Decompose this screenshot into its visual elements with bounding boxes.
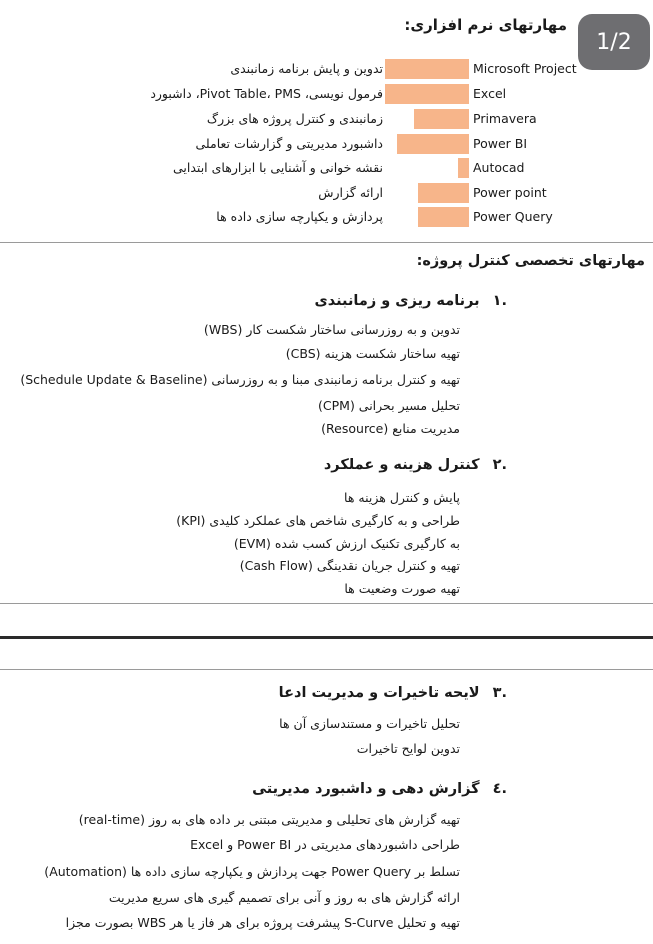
section-heading — [252, 781, 507, 797]
section-title: کنترل هزینه و عملکرد — [323, 457, 480, 473]
skill-row — [0, 207, 653, 229]
skill-level-bar — [385, 59, 469, 79]
section-title: لایحه تاخیرات و مدیریت ادعا — [278, 685, 480, 701]
skill-level-bar — [397, 134, 469, 154]
skill-description: ارائه گزارش — [318, 185, 383, 200]
list-item: تهیه گزارش های تحلیلی و مدیریتی مبتنی بر داده های به روز (real-time) — [78, 812, 460, 827]
list-item: تهیه ساختار شکست هزینه (CBS) — [285, 346, 460, 361]
skill-description: پردازش و یکپارچه سازی داده ها — [216, 209, 383, 224]
list-item: به کارگیری تکنیک ارزش کسب شده (EVM) — [233, 536, 460, 551]
project-control-title: مهارتهای تخصصی کنترل پروژه: — [416, 253, 645, 269]
skill-name: Power point — [473, 185, 547, 200]
skill-description: نقشه خوانی و آشنایی با ابزارهای ابتدایی — [173, 160, 383, 175]
page-number: 1/2 — [596, 30, 632, 55]
list-item: تهیه صورت وضعیت ها — [344, 581, 460, 596]
section-title: برنامه ریزی و زمانبندی — [314, 293, 480, 309]
skill-name: Power Query — [473, 209, 553, 224]
skill-description: زمانبندی و کنترل پروژه های بزرگ — [206, 111, 383, 126]
section-divider — [0, 242, 653, 243]
skill-name: Power BI — [473, 136, 528, 151]
skill-row — [0, 158, 653, 180]
list-item: تحلیل تاخیرات و مستندسازی آن ها — [279, 716, 460, 731]
page-top-border — [0, 669, 653, 670]
list-item: تهیه و کنترل جریان نقدینگی (Cash Flow) — [239, 558, 460, 573]
list-item: تهیه و تحلیل S-Curve پیشرفت پروژه برای هر فاز یا هر WBS بصورت مجزا — [65, 915, 460, 930]
list-item: تحلیل مسیر بحرانی (CPM) — [317, 398, 460, 413]
section-heading — [279, 685, 507, 701]
skill-description: فرمول نویسی، Pivot Table، PMS، داشبورد — [150, 86, 383, 101]
page-break-line — [0, 636, 653, 639]
software-skills-title: مهارتهای نرم افزاری: — [404, 16, 567, 34]
section-number: .۲ — [492, 457, 507, 473]
section-title: گزارش دهی و داشبورد مدیریتی — [252, 781, 480, 797]
skill-description: داشبورد مدیریتی و گزارشات تعاملی — [195, 136, 383, 151]
list-item: مدیریت منابع (Resource) — [321, 421, 460, 436]
list-item: تدوین لوایح تاخیرات — [356, 741, 460, 756]
skill-level-bar — [418, 207, 469, 227]
skill-name: Autocad — [473, 160, 525, 175]
skill-row — [0, 183, 653, 205]
list-item: تهیه و کنترل برنامه زمانبندی مبنا و به روزرسانی (Schedule Update & Baseline) — [20, 372, 460, 387]
list-item: طراحی و به کارگیری شاخص های عملکرد کلیدی (KPI) — [176, 513, 460, 528]
skill-level-bar — [418, 183, 469, 203]
skill-row — [0, 59, 653, 81]
section-number: .٤ — [492, 781, 507, 797]
page-bottom-border — [0, 603, 653, 604]
list-item: تدوین و به روزرسانی ساختار شکست کار (WBS) — [203, 322, 460, 337]
skill-row — [0, 84, 653, 106]
skill-level-bar — [385, 84, 469, 104]
section-heading — [314, 293, 507, 309]
skill-row — [0, 109, 653, 131]
skill-level-bar — [414, 109, 469, 129]
skill-name: Excel — [473, 86, 507, 101]
list-item: طراحی داشبوردهای مدیریتی در Power BI و Excel — [190, 837, 460, 852]
skill-description: تدوین و پایش برنامه زمانبندی — [230, 61, 383, 76]
section-number: .۱ — [492, 293, 507, 309]
section-number: .۳ — [492, 685, 507, 701]
skill-level-bar — [458, 158, 469, 178]
list-item: تسلط بر Power Query جهت پردازش و یکپارچه سازی داده ها (Automation) — [44, 864, 460, 879]
skill-row — [0, 134, 653, 156]
section-heading — [324, 457, 507, 473]
list-item: پایش و کنترل هزینه ها — [344, 490, 460, 505]
list-item: ارائه گزارش های به روز و آنی برای تصمیم گیری های سریع مدیریت — [108, 890, 460, 905]
skill-name: Microsoft Project — [473, 61, 577, 76]
skill-name: Primavera — [473, 111, 537, 126]
